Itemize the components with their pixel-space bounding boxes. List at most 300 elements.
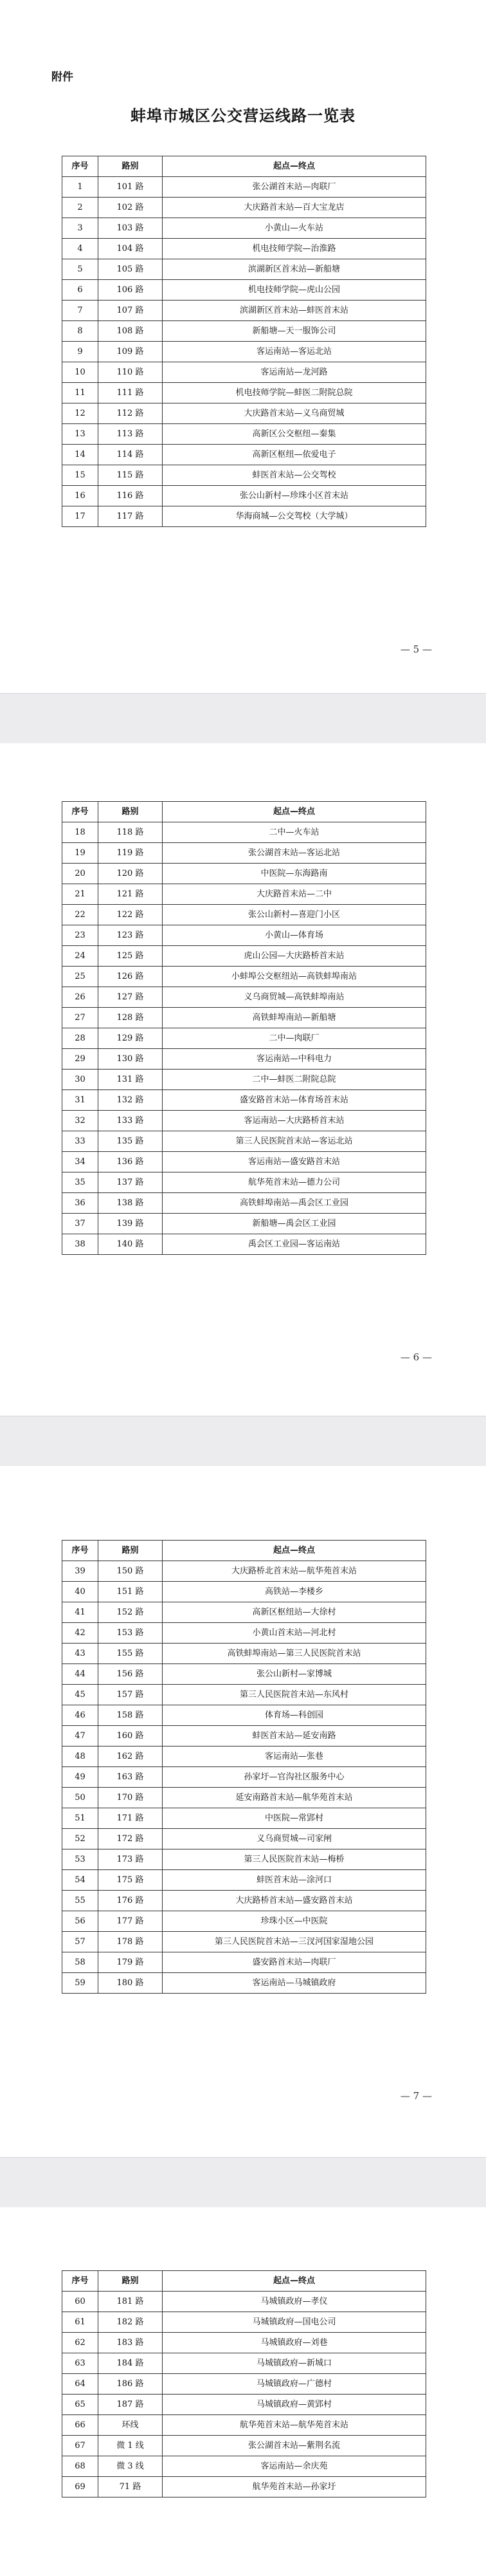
cell-endpoints: 孙家圩—官沟社区服务中心 [163,1767,426,1788]
cell-seq: 53 [62,1849,98,1870]
cell-route: 120 路 [98,864,163,884]
header-endpoints: 起点—终点 [163,802,426,822]
cell-endpoints: 张公山新村—喜迎门小区 [163,905,426,925]
header-route: 路别 [98,156,163,177]
table-row [62,362,426,383]
table-row [62,2477,426,2497]
attachment-label: 附件 [51,71,73,84]
cell-endpoints: 张公湖首末站—紫荆名流 [163,2436,426,2456]
cell-route: 112 路 [98,403,163,424]
cell-endpoints: 大庆路桥首末站—盛安路首末站 [163,1891,426,1911]
cell-route: 181 路 [98,2292,163,2312]
table-row [62,1111,426,1131]
cell-seq: 11 [62,383,98,403]
cell-endpoints: 马城镇政府—孝仪 [163,2292,426,2312]
page-3 [0,1466,486,2157]
table-row [62,445,426,465]
cell-endpoints: 小黄山首末站—河北村 [163,1623,426,1644]
cell-endpoints: 张公湖首末站—肉联厂 [163,177,426,198]
cell-seq: 54 [62,1870,98,1891]
cell-endpoints: 第三人民医院首末站—三汊河国家湿地公园 [163,1932,426,1952]
header-seq: 序号 [62,156,98,177]
cell-endpoints: 高铁蚌埠南站—禹会区工业园 [163,1193,426,1214]
cell-seq: 34 [62,1152,98,1172]
page-gap [0,1416,486,1467]
cell-endpoints: 客运南站—大庆路桥首末站 [163,1111,426,1131]
cell-route: 109 路 [98,342,163,362]
cell-seq: 51 [62,1808,98,1829]
cell-endpoints: 大庆路桥北首末站—航华苑首末站 [163,1561,426,1582]
table-row [62,1602,426,1623]
cell-route: 157 路 [98,1685,163,1705]
cell-seq: 28 [62,1028,98,1049]
route-table [62,1540,426,1994]
cell-seq: 7 [62,301,98,321]
cell-route: 182 路 [98,2312,163,2333]
cell-endpoints: 客运南站—客运北站 [163,342,426,362]
cell-endpoints: 马城镇政府—黄郢村 [163,2395,426,2415]
cell-route: 173 路 [98,1849,163,1870]
table-row [62,280,426,301]
page-gap [0,693,486,745]
cell-seq: 26 [62,987,98,1008]
cell-route: 132 路 [98,1090,163,1111]
cell-route: 125 路 [98,946,163,967]
cell-endpoints: 虎山公园—大庆路桥首末站 [163,946,426,967]
cell-route: 178 路 [98,1932,163,1952]
table-row [62,506,426,527]
cell-seq: 44 [62,1664,98,1685]
cell-seq: 25 [62,967,98,987]
cell-seq: 4 [62,239,98,259]
cell-route: 183 路 [98,2333,163,2353]
cell-endpoints: 马城镇政府—国电公司 [163,2312,426,2333]
table-row [62,1582,426,1602]
cell-endpoints: 蚌医首末站—延安南路 [163,1726,426,1747]
table-row [62,1623,426,1644]
cell-seq: 48 [62,1747,98,1767]
cell-seq: 67 [62,2436,98,2456]
cell-seq: 57 [62,1932,98,1952]
cell-seq: 50 [62,1788,98,1808]
cell-route: 127 路 [98,987,163,1008]
table-row [62,1090,426,1111]
cell-route: 101 路 [98,177,163,198]
page-1 [0,0,486,693]
cell-seq: 64 [62,2374,98,2395]
table-row [62,2333,426,2353]
table-row [62,1952,426,1973]
cell-endpoints: 珍珠小区—中医院 [163,1911,426,1932]
cell-route: 162 路 [98,1747,163,1767]
cell-endpoints: 客运南站—中科电力 [163,1049,426,1070]
cell-route: 123 路 [98,925,163,946]
cell-seq: 59 [62,1973,98,1994]
cell-route: 176 路 [98,1891,163,1911]
cell-endpoints: 盛安路首末站—体育场首末站 [163,1090,426,1111]
cell-route: 116 路 [98,486,163,506]
table-row [62,1664,426,1685]
table-row [62,383,426,403]
table-row [62,1849,426,1870]
cell-seq: 9 [62,342,98,362]
table-row [62,1172,426,1193]
header-endpoints: 起点—终点 [163,1541,426,1561]
cell-seq: 23 [62,925,98,946]
cell-route: 128 路 [98,1008,163,1028]
cell-endpoints: 大庆路首末站—义乌商贸城 [163,403,426,424]
cell-route: 115 路 [98,465,163,486]
cell-seq: 31 [62,1090,98,1111]
header-endpoints: 起点—终点 [163,156,426,177]
cell-route: 110 路 [98,362,163,383]
cell-route: 187 路 [98,2395,163,2415]
cell-endpoints: 义乌商贸城—高铁蚌埠南站 [163,987,426,1008]
table-row [62,1911,426,1932]
table-row [62,198,426,218]
table-row [62,1234,426,1255]
table-row [62,946,426,967]
route-table [62,801,426,1255]
cell-route: 104 路 [98,239,163,259]
cell-seq: 39 [62,1561,98,1582]
cell-seq: 47 [62,1726,98,1747]
table-header-row [62,2271,426,2292]
cell-seq: 68 [62,2456,98,2477]
cell-endpoints: 航华苑首末站—航华苑首末站 [163,2415,426,2436]
cell-endpoints: 高铁蚌埠南站—新船塘 [163,1008,426,1028]
route-table [62,2270,426,2497]
cell-endpoints: 大庆路首末站—二中 [163,884,426,905]
table-row [62,822,426,843]
cell-route: 107 路 [98,301,163,321]
cell-route: 150 路 [98,1561,163,1582]
table-row [62,967,426,987]
header-seq: 序号 [62,1541,98,1561]
cell-endpoints: 客运南站—龙河路 [163,362,426,383]
cell-seq: 19 [62,843,98,864]
table-row [62,2415,426,2436]
cell-route: 140 路 [98,1234,163,1255]
cell-endpoints: 滨湖新区首末站—新船塘 [163,259,426,280]
cell-seq: 55 [62,1891,98,1911]
cell-seq: 27 [62,1008,98,1028]
cell-endpoints: 盛安路首末站—肉联厂 [163,1952,426,1973]
cell-route: 130 路 [98,1049,163,1070]
cell-seq: 20 [62,864,98,884]
cell-endpoints: 客运南站—余庆苑 [163,2456,426,2477]
cell-seq: 24 [62,946,98,967]
table-row [62,1070,426,1090]
cell-route: 微 1 线 [98,2436,163,2456]
cell-seq: 21 [62,884,98,905]
table-row [62,864,426,884]
table-row [62,321,426,342]
cell-seq: 10 [62,362,98,383]
cell-route: 160 路 [98,1726,163,1747]
header-seq: 序号 [62,802,98,822]
cell-endpoints: 张公湖首末站—客运北站 [163,843,426,864]
table-row [62,239,426,259]
cell-endpoints: 第三人民医院首末站—客运北站 [163,1131,426,1152]
cell-seq: 29 [62,1049,98,1070]
cell-seq: 52 [62,1829,98,1849]
cell-route: 113 路 [98,424,163,445]
cell-route: 122 路 [98,905,163,925]
table-row [62,342,426,362]
cell-route: 111 路 [98,383,163,403]
table-row [62,1008,426,1028]
cell-endpoints: 中医院—常郢村 [163,1808,426,1829]
table-row [62,1747,426,1767]
page-gap [0,2157,486,2209]
table-row [62,218,426,239]
table-row [62,1214,426,1234]
cell-endpoints: 航华苑首末站—德力公司 [163,1172,426,1193]
table-row [62,1788,426,1808]
cell-route: 137 路 [98,1172,163,1193]
cell-route: 106 路 [98,280,163,301]
cell-endpoints: 义乌商贸城—司家闸 [163,1829,426,1849]
cell-route: 139 路 [98,1214,163,1234]
cell-endpoints: 机电技师学院—治淮路 [163,239,426,259]
cell-seq: 60 [62,2292,98,2312]
cell-seq: 38 [62,1234,98,1255]
table-row [62,1193,426,1214]
cell-endpoints: 高铁站—李楼乡 [163,1582,426,1602]
cell-seq: 41 [62,1602,98,1623]
cell-route: 179 路 [98,1952,163,1973]
cell-route: 175 路 [98,1870,163,1891]
page-number: — 7 — [400,2090,432,2102]
cell-seq: 17 [62,506,98,527]
cell-route: 118 路 [98,822,163,843]
cell-seq: 43 [62,1644,98,1664]
cell-seq: 22 [62,905,98,925]
cell-seq: 58 [62,1952,98,1973]
header-endpoints: 起点—终点 [163,2271,426,2292]
table-row [62,301,426,321]
cell-route: 135 路 [98,1131,163,1152]
cell-seq: 61 [62,2312,98,2333]
cell-seq: 33 [62,1131,98,1152]
cell-seq: 18 [62,822,98,843]
cell-seq: 12 [62,403,98,424]
table-row [62,1726,426,1747]
table-row [62,1685,426,1705]
cell-endpoints: 张公山新村—珍珠小区首末站 [163,486,426,506]
cell-route: 177 路 [98,1911,163,1932]
cell-endpoints: 蚌医首末站—公交驾校 [163,465,426,486]
cell-endpoints: 体育场—科创园 [163,1705,426,1726]
header-route: 路别 [98,1541,163,1561]
table-row [62,465,426,486]
cell-route: 184 路 [98,2353,163,2374]
cell-endpoints: 高新区枢纽—依爱电子 [163,445,426,465]
table-row [62,177,426,198]
cell-endpoints: 二中—肉联厂 [163,1028,426,1049]
cell-route: 172 路 [98,1829,163,1849]
cell-endpoints: 高铁蚌埠南站—第三人民医院首末站 [163,1644,426,1664]
cell-seq: 8 [62,321,98,342]
cell-route: 153 路 [98,1623,163,1644]
table-row [62,2395,426,2415]
table-row [62,1932,426,1952]
cell-route: 171 路 [98,1808,163,1829]
page-2 [0,743,486,1416]
cell-endpoints: 小黄山—火车站 [163,218,426,239]
cell-route: 170 路 [98,1788,163,1808]
cell-endpoints: 机电技师学院—虎山公园 [163,280,426,301]
cell-endpoints: 第三人民医院首末站—东风村 [163,1685,426,1705]
table-header-row [62,1541,426,1561]
cell-endpoints: 二中—蚌医二附院总院 [163,1070,426,1090]
cell-seq: 37 [62,1214,98,1234]
cell-endpoints: 延安南路首末站—航华苑首末站 [163,1788,426,1808]
header-route: 路别 [98,802,163,822]
cell-endpoints: 新船塘—天一服饰公司 [163,321,426,342]
table-row [62,2436,426,2456]
cell-endpoints: 小黄山—体育场 [163,925,426,946]
table-row [62,403,426,424]
cell-route: 119 路 [98,843,163,864]
cell-route: 163 路 [98,1767,163,1788]
cell-route: 114 路 [98,445,163,465]
cell-seq: 5 [62,259,98,280]
cell-endpoints: 禹会区工业园—客运南站 [163,1234,426,1255]
cell-route: 155 路 [98,1644,163,1664]
cell-seq: 62 [62,2333,98,2353]
cell-route: 156 路 [98,1664,163,1685]
cell-seq: 40 [62,1582,98,1602]
table-row [62,1028,426,1049]
cell-route: 186 路 [98,2374,163,2395]
cell-seq: 35 [62,1172,98,1193]
table-row [62,987,426,1008]
cell-seq: 6 [62,280,98,301]
cell-seq: 45 [62,1685,98,1705]
cell-seq: 56 [62,1911,98,1932]
cell-route: 126 路 [98,967,163,987]
cell-seq: 15 [62,465,98,486]
cell-seq: 46 [62,1705,98,1726]
cell-seq: 49 [62,1767,98,1788]
cell-endpoints: 航华苑首末站—孙家圩 [163,2477,426,2497]
cell-seq: 16 [62,486,98,506]
table-row [62,486,426,506]
table-header-row [62,156,426,177]
cell-seq: 30 [62,1070,98,1090]
page-number: — 6 — [400,1351,432,1363]
page-number: — 5 — [400,644,432,655]
cell-endpoints: 机电技师学院—蚌医二附院总院 [163,383,426,403]
cell-endpoints: 高新区公交枢纽—秦集 [163,424,426,445]
cell-endpoints: 客运南站—马城镇政府 [163,1973,426,1994]
table-row [62,1767,426,1788]
table-row [62,2292,426,2312]
cell-endpoints: 马城镇政府—新城口 [163,2353,426,2374]
table-row [62,1829,426,1849]
cell-endpoints: 马城镇政府—广德村 [163,2374,426,2395]
cell-route: 105 路 [98,259,163,280]
table-row [62,1705,426,1726]
cell-seq: 1 [62,177,98,198]
page-4 [0,2207,486,2576]
cell-endpoints: 马城镇政府—刘巷 [163,2333,426,2353]
cell-seq: 32 [62,1111,98,1131]
cell-endpoints: 大庆路首末站—百大宝龙店 [163,198,426,218]
table-row [62,925,426,946]
cell-endpoints: 第三人民医院首末站—梅桥 [163,1849,426,1870]
header-seq: 序号 [62,2271,98,2292]
cell-route: 环线 [98,2415,163,2436]
cell-seq: 42 [62,1623,98,1644]
cell-seq: 13 [62,424,98,445]
table-row [62,259,426,280]
cell-seq: 63 [62,2353,98,2374]
cell-route: 121 路 [98,884,163,905]
cell-seq: 36 [62,1193,98,1214]
table-row [62,1644,426,1664]
cell-seq: 14 [62,445,98,465]
document-title: 蚌埠市城区公交营运线路一览表 [130,106,356,125]
cell-route: 102 路 [98,198,163,218]
cell-route: 103 路 [98,218,163,239]
cell-endpoints: 客运南站—盛安路首末站 [163,1152,426,1172]
table-row [62,1973,426,1994]
cell-route: 152 路 [98,1602,163,1623]
table-row [62,1131,426,1152]
cell-endpoints: 二中—火车站 [163,822,426,843]
cell-endpoints: 小蚌埠公交枢纽站—高铁蚌埠南站 [163,967,426,987]
cell-seq: 65 [62,2395,98,2415]
table-row [62,2374,426,2395]
header-route: 路别 [98,2271,163,2292]
cell-endpoints: 蚌医首末站—涂河口 [163,1870,426,1891]
table-row [62,2312,426,2333]
table-row [62,884,426,905]
cell-route: 133 路 [98,1111,163,1131]
cell-route: 108 路 [98,321,163,342]
cell-seq: 66 [62,2415,98,2436]
table-header-row [62,802,426,822]
table-row [62,424,426,445]
cell-route: 微 3 线 [98,2456,163,2477]
cell-route: 129 路 [98,1028,163,1049]
cell-route: 138 路 [98,1193,163,1214]
cell-route: 131 路 [98,1070,163,1090]
table-row [62,1891,426,1911]
cell-seq: 2 [62,198,98,218]
cell-route: 71 路 [98,2477,163,2497]
table-row [62,1808,426,1829]
cell-seq: 3 [62,218,98,239]
cell-route: 151 路 [98,1582,163,1602]
table-row [62,905,426,925]
cell-endpoints: 新船塘—禹会区工业园 [163,1214,426,1234]
table-row [62,1870,426,1891]
cell-route: 180 路 [98,1973,163,1994]
table-row [62,1049,426,1070]
table-row [62,843,426,864]
cell-seq: 69 [62,2477,98,2497]
table-row [62,1561,426,1582]
route-table [62,156,426,527]
cell-route: 117 路 [98,506,163,527]
cell-endpoints: 张公山新村—家博城 [163,1664,426,1685]
cell-route: 158 路 [98,1705,163,1726]
table-row [62,2353,426,2374]
